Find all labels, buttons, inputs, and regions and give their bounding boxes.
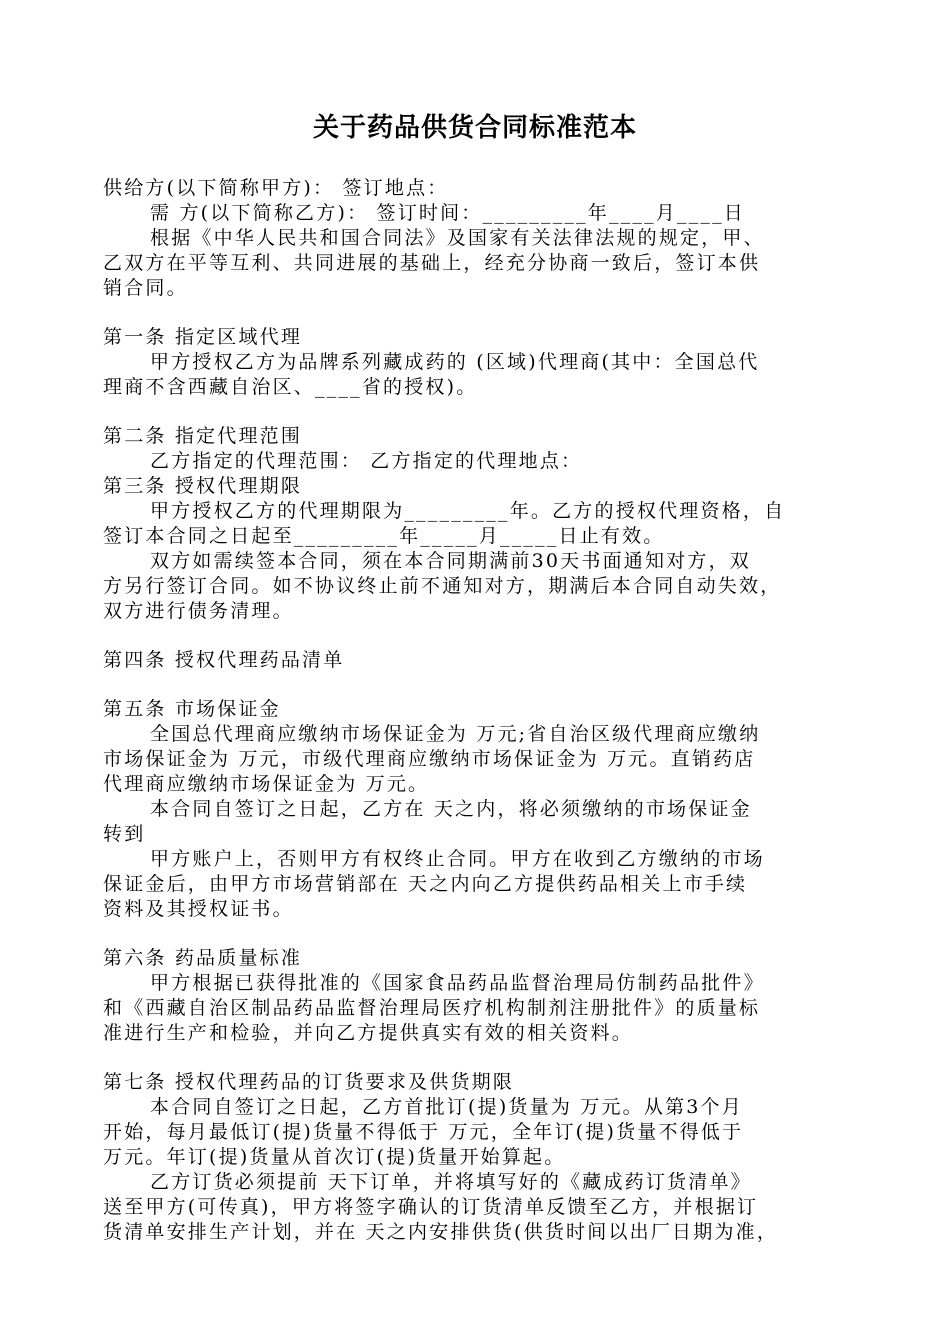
article-1-line-2: 理商不含西藏自治区、____省的授权)。: [103, 376, 478, 398]
article-6-line-3: 准进行生产和检验，并向乙方提供真实有效的相关资料。: [103, 1022, 634, 1044]
article-5-line-4: 本合同自签订之日起，乙方在 天之内，将必须缴纳的市场保证金: [150, 798, 752, 820]
article-6-line-2: 和《西藏自治区制品药品监督治理局医疗机构制剂注册批件》的质量标: [103, 997, 761, 1019]
article-3-heading: 第三条 授权代理期限: [103, 475, 303, 497]
preamble-line-1: 根据《中华人民共和国合同法》及国家有关法律法规的规定，甲、: [150, 227, 765, 249]
article-5-line-3: 代理商应缴纳市场保证金为 万元。: [103, 773, 430, 795]
article-4-heading: 第四条 授权代理药品清单: [103, 649, 345, 671]
article-7-line-4: 乙方订货必须提前 天下订单，并将填写好的《藏成药订货清单》: [150, 1171, 752, 1193]
article-7-line-5: 送至甲方(可传真)，甲方将签字确认的订货清单反馈至乙方，并根据订: [103, 1196, 759, 1218]
document-title: 关于药品供货合同标准范本: [312, 113, 637, 143]
article-3-line-1: 甲方授权乙方的代理期限为_________年。乙方的授权代理资格，自: [150, 500, 786, 522]
article-7-line-1: 本合同自签订之日起，乙方首批订(提)货量为 万元。从第3个月: [150, 1096, 743, 1118]
article-2-line-1: 乙方指定的代理范围： 乙方指定的代理地点：: [150, 450, 583, 472]
preamble-line-2: 乙双方在平等互利、共同进展的基础上，经充分协商一致后，签订本供: [103, 252, 761, 274]
article-3-line-4: 方另行签订合同。如不协议终止前不通知对方，期满后本合同自动失效，: [103, 575, 782, 597]
article-5-line-6: 甲方账户上，否则甲方有权终止合同。甲方在收到乙方缴纳的市场: [150, 848, 765, 870]
party-a-line: 供给方(以下简称甲方)： 签订地点：: [103, 177, 449, 199]
article-3-line-5: 双方进行债务清理。: [103, 600, 294, 622]
article-7-line-3: 万元。年订(提)货量从首次订(提)货量开始算起。: [103, 1146, 566, 1168]
article-7-line-2: 开始，每月最低订(提)货量不得低于 万元，全年订(提)货量不得低于: [103, 1121, 744, 1143]
article-1-line-1: 甲方授权乙方为品牌系列藏成药的 (区域)代理商(其中：全国总代: [150, 351, 760, 373]
article-2-heading: 第二条 指定代理范围: [103, 425, 303, 447]
article-7-line-6: 货清单安排生产计划，并在 天之内安排供货(供货时间以出厂日期为准，: [103, 1221, 779, 1243]
party-b-line: 需 方(以下简称乙方)： 签订时间：_________年____月____日: [150, 202, 746, 224]
article-5-heading: 第五条 市场保证金: [103, 698, 281, 720]
article-5-line-7: 保证金后，由甲方市场营销部在 天之内向乙方提供药品相关上市手续: [103, 873, 748, 895]
preamble-line-3: 销合同。: [103, 277, 188, 299]
article-7-heading: 第七条 授权代理药品的订货要求及供货期限: [103, 1071, 515, 1093]
article-3-line-3: 双方如需续签本合同，须在本合同期满前30天书面通知对方，双: [150, 550, 751, 572]
article-5-line-5: 转到: [103, 823, 146, 845]
article-6-heading: 第六条 药品质量标准: [103, 947, 303, 969]
article-5-line-1: 全国总代理商应缴纳市场保证金为 万元;省自治区级代理商应缴纳: [150, 723, 761, 745]
article-5-line-2: 市场保证金为 万元，市级代理商应缴纳市场保证金为 万元。直销药店: [103, 748, 756, 770]
article-5-line-8: 资料及其授权证书。: [103, 898, 294, 920]
article-6-line-1: 甲方根据已获得批准的《国家食品药品监督治理局仿制药品批件》: [150, 972, 765, 994]
article-3-line-2: 签订本合同之日起至_________年_____月_____日止有效。: [103, 525, 665, 547]
article-1-heading: 第一条 指定区域代理: [103, 326, 303, 348]
